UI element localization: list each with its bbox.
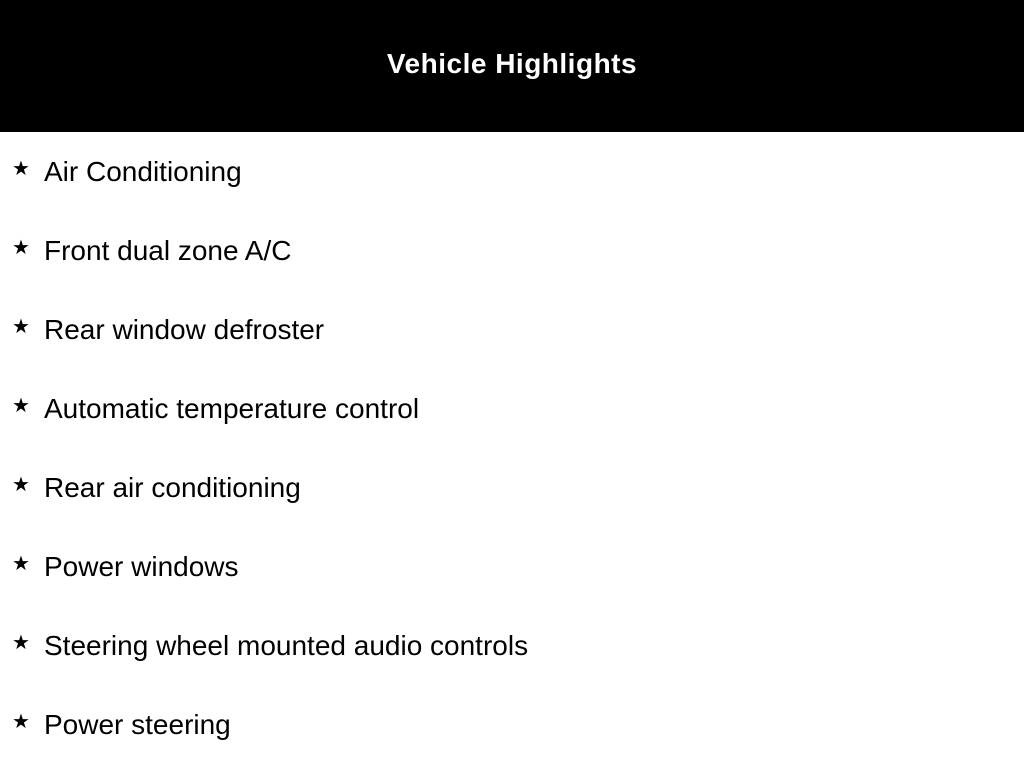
list-item (0, 705, 231, 745)
highlight-label: Steering wheel mounted audio controls (44, 630, 529, 661)
highlight-label: Automatic temperature control (44, 393, 420, 424)
star-icon: ★ (12, 553, 30, 575)
highlight-label: Front dual zone A/C (44, 235, 292, 266)
list-item (0, 310, 324, 350)
page-header (0, 0, 1024, 132)
star-icon: ★ (12, 474, 30, 496)
star-icon: ★ (12, 632, 30, 654)
list-item (0, 231, 291, 271)
highlight-label: Rear window defroster (44, 314, 325, 345)
highlight-label: Rear air conditioning (44, 472, 301, 503)
star-icon: ★ (12, 316, 30, 338)
star-icon: ★ (12, 158, 30, 180)
list-item (0, 547, 239, 587)
star-icon: ★ (12, 711, 30, 733)
highlight-label: Power windows (44, 551, 239, 582)
highlight-label: Power steering (44, 709, 231, 740)
list-item (0, 152, 242, 192)
list-item (0, 389, 419, 429)
page-title: Vehicle Highlights (386, 48, 638, 79)
list-item (0, 626, 528, 666)
star-icon: ★ (12, 237, 30, 259)
list-item (0, 468, 301, 508)
star-icon: ★ (12, 395, 30, 417)
highlight-label: Air Conditioning (44, 156, 242, 187)
